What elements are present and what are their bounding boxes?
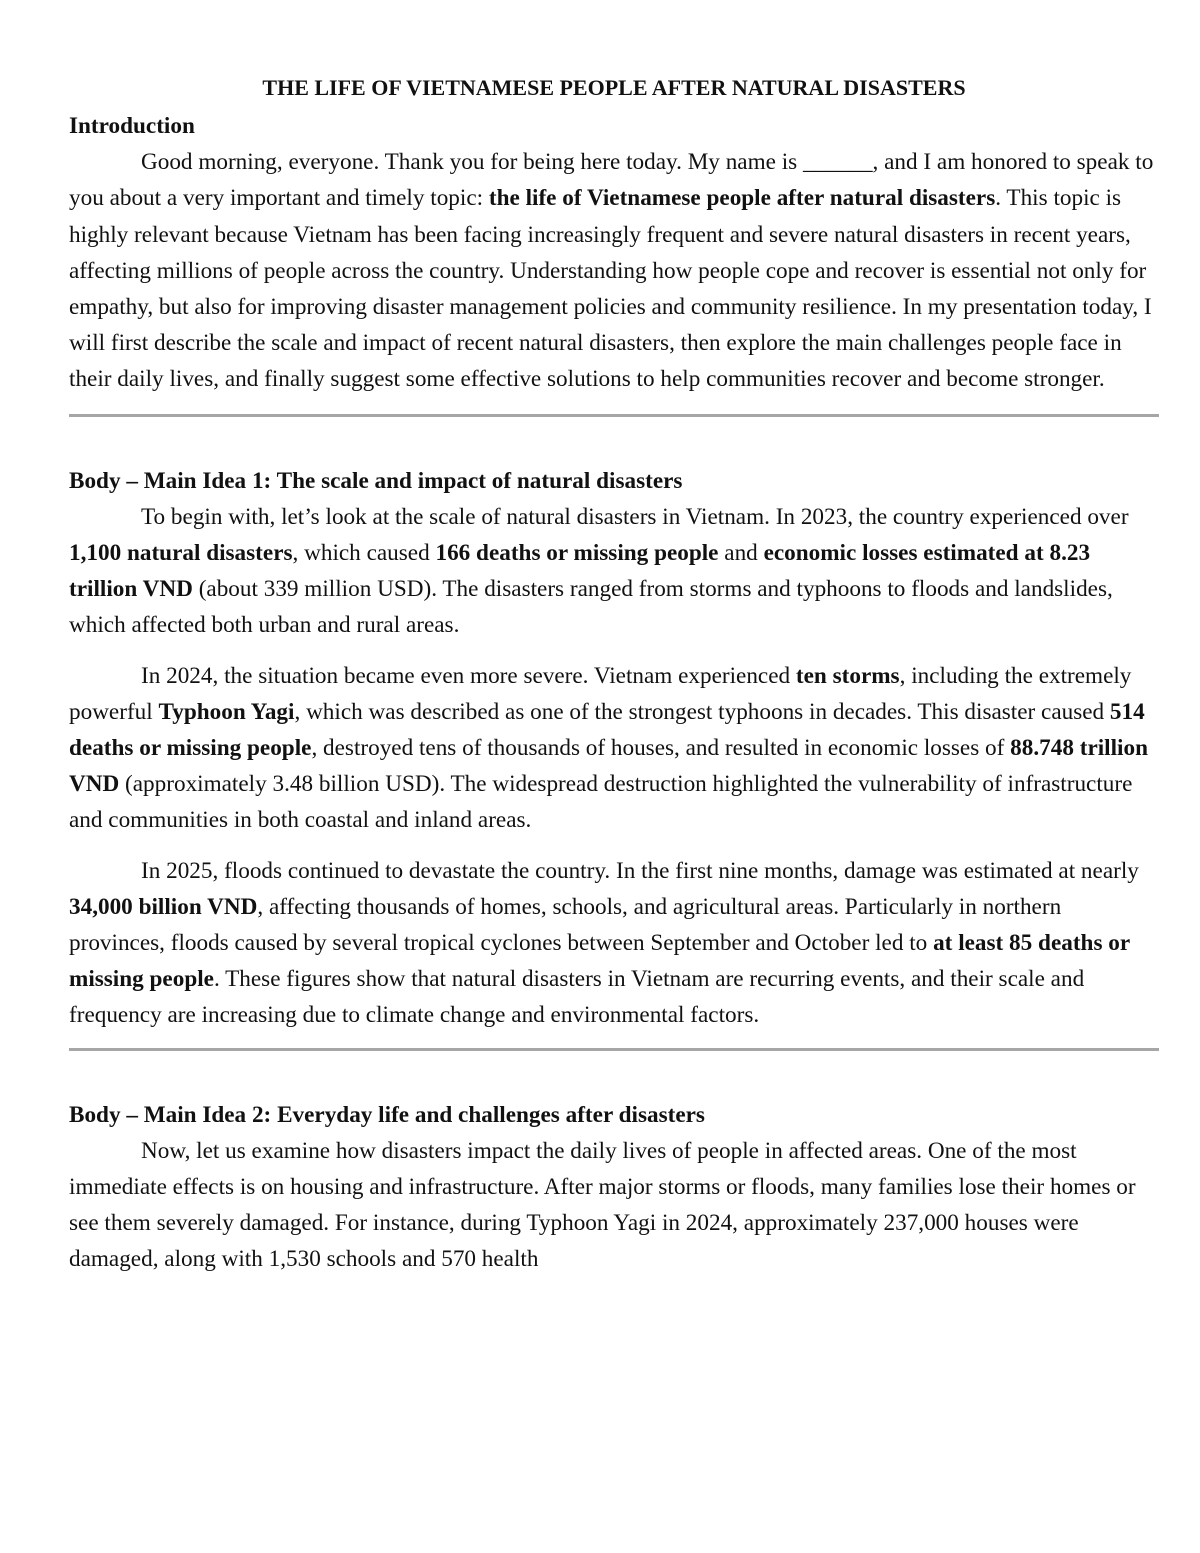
text-run: , destroyed tens of thousands of houses, and resulted in economic losses of bbox=[311, 735, 1011, 762]
section-heading-main-idea-2: Body – Main Idea 2: Everyday life and challenges after disasters bbox=[69, 1101, 705, 1128]
horizontal-divider bbox=[69, 414, 1159, 417]
text-run: , which was described as one of the strongest typhoons in decades. This disaster caused bbox=[294, 698, 1110, 725]
text-run: (about 339 million USD). The disasters ranged from storms and typhoons to floods and landslides, which affected both urban and rural areas. bbox=[69, 576, 1113, 639]
bold-run: 34,000 billion VND bbox=[69, 893, 258, 920]
text-run: In 2024, the situation became even more severe. Vietnam experienced bbox=[141, 662, 796, 689]
intro-paragraph bbox=[69, 144, 1159, 397]
bold-run: 514 deaths or missing people bbox=[69, 698, 1145, 762]
text-run: Now, let us examine how disasters impact the daily lives of people in affected areas. One of the most immediate effects is on housing and infrastructure. After major storms or floods, many families lose their homes or see them severely damaged. For instance, during Typhoon Yagi in 2024, approximately 237,000 houses were damaged, along with 1,530 schools and 570 health bbox=[69, 1137, 1136, 1273]
body1-paragraph-2023 bbox=[69, 499, 1159, 644]
section-heading-introduction: Introduction bbox=[69, 113, 195, 139]
bold-run: ten storms bbox=[795, 662, 900, 689]
text-run: , which caused bbox=[292, 540, 436, 567]
text-run: . This topic is highly relevant because Vietnam has been facing increasingly frequent and severe natural disasters in recent years, affecting millions of people across the country. Understanding how people cope and recover is essential not only for empathy, but also for improving disaster management policies and community resilience. In my presentation today, I will first describe the scale and impact of recent natural disasters, then explore the main challenges people face in their daily lives, and finally suggest some effective solutions to help communities recover and become stronger. bbox=[69, 185, 1152, 393]
text-run: , affecting thousands of homes, schools, and agricultural areas. Particularly in northern provinces, floods caused by several tropical cyclones between September and October led to bbox=[69, 893, 1062, 957]
bold-run: 88.748 trillion VND bbox=[69, 735, 1148, 798]
body1-paragraph-2025 bbox=[69, 853, 1159, 1034]
section-heading-main-idea-1: Body – Main Idea 1: The scale and impact of natural disasters bbox=[69, 467, 683, 494]
text-run: To begin with, let’s look at the scale of natural disasters in Vietnam. In 2023, the country experienced over bbox=[141, 503, 1129, 530]
text-run: Good morning, everyone. Thank you for being here today. My name is ______, and I am honored to speak to you about a very important and timely topic: bbox=[69, 149, 1154, 212]
horizontal-divider bbox=[69, 1048, 1159, 1051]
bold-run: economic losses estimated at 8.23 trillion VND bbox=[69, 540, 1091, 603]
bold-run: 1,100 natural disasters bbox=[69, 540, 293, 567]
bold-run: at least 85 deaths or missing people bbox=[69, 930, 1130, 993]
text-run: . These figures show that natural disasters in Vietnam are recurring events, and their scale and frequency are increasing due to climate change and environmental factors. bbox=[69, 966, 1085, 1029]
text-run: In 2025, floods continued to devastate the country. In the first nine months, damage was estimated at nearly bbox=[141, 857, 1139, 884]
document-content bbox=[69, 70, 1159, 1278]
text-run: and bbox=[718, 540, 764, 567]
body2-paragraph-1 bbox=[69, 1133, 1159, 1278]
text-run: (approximately 3.48 billion USD). The widespread destruction highlighted the vulnerability of infrastructure and communities in both coastal and inland areas. bbox=[69, 771, 1133, 834]
bold-run: Typhoon Yagi bbox=[158, 698, 295, 725]
bold-run: the life of Vietnamese people after natural disasters bbox=[488, 185, 996, 212]
text-run: , including the extremely powerful bbox=[69, 662, 1132, 725]
document-title: THE LIFE OF VIETNAMESE PEOPLE AFTER NATURAL DISASTERS bbox=[262, 75, 966, 100]
body1-paragraph-2024 bbox=[69, 658, 1159, 839]
bold-run: 166 deaths or missing people bbox=[435, 540, 719, 567]
